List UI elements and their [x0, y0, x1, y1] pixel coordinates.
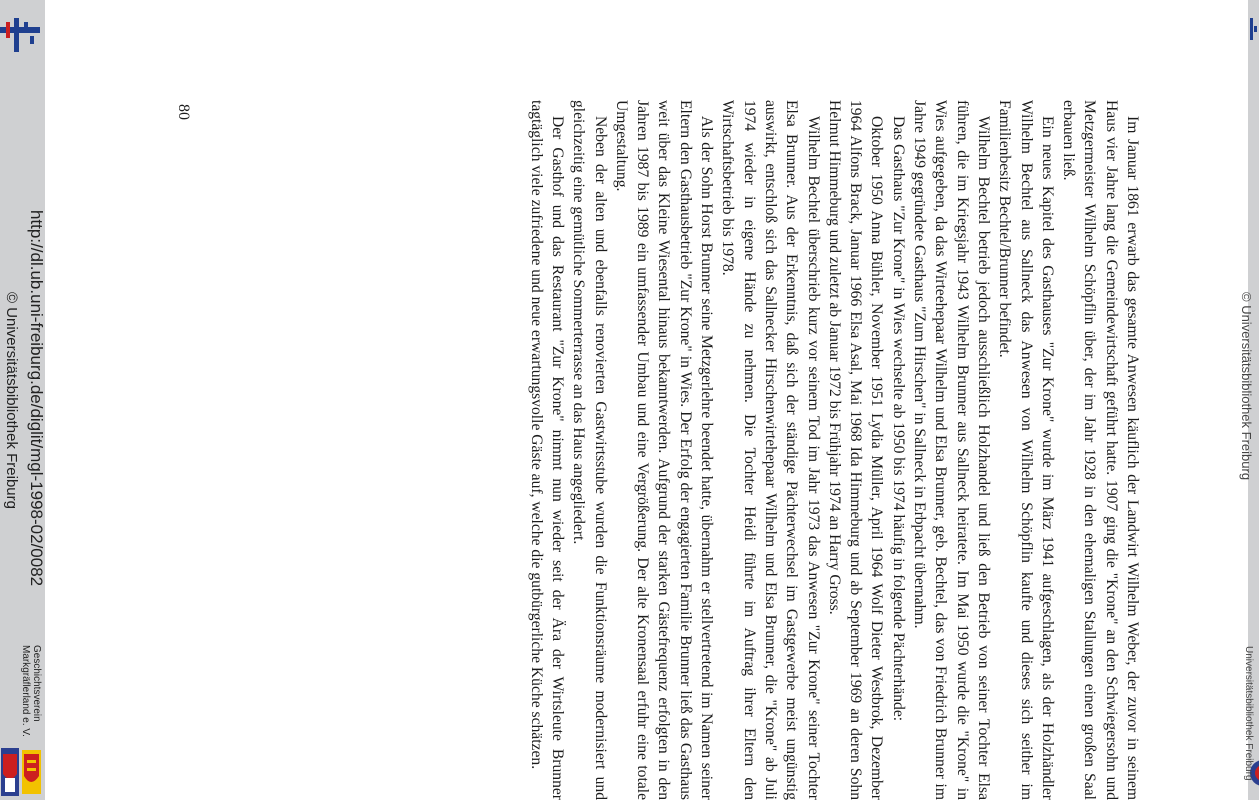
org-line-1: Geschichtsverein	[31, 645, 42, 722]
page-number: 80	[175, 104, 192, 120]
document-page	[323, 100, 1143, 800]
org-line-2: Markgräflerland e. V.	[20, 645, 31, 737]
paragraph: Neben der alten und ebenfalls renovierten Gastwirtsstube wurden die Funktionsräume modernisiert und gleichzeitig eine gemütliche Sommerterrasse an das Haus angegliedert.	[570, 100, 609, 800]
paragraph: Wilhelm Bechtel überschrieb kurz vor seinem Tod im Jahr 1973 das Anwesen "Zur Krone" seiner Tochter Elsa Brunner. Aus der Erkenntnis, daß sich der ständige Pächterwechsel im Gastgewerbe meist ungünstig auswirkt, entschloß sich das Sallnecker Hirschenwirtehepaar Wilhelm und Elsa Brunner, die "Krone" ab Juli 1974 wieder in eigene Hände zu nehmen. Die Tochter Heidi führte im Auftrag ihrer Eltern den Wirtschaftsbetrieb bis 1978.	[719, 100, 822, 800]
footer-copyright: © Universitätsbibliothek Freiburg	[3, 292, 20, 509]
paragraph: Das Gasthaus "Zur Krone" in Wies wechselte ab 1950 bis 1974 häufig in folgende Pächterhände:	[889, 116, 907, 722]
cut-off-copyright-text: © Universitätsbibliothek Freiburg	[1239, 292, 1254, 481]
paragraph: Im Januar 1861 erwarb das gesamte Anwesen käuflich der Landwirt Wilhelm Weber, der zuvor in seinem Haus vier Jahre lang die Gemeindewirtschaft geführt hatte. 1907 ging die "Krone" an den Schwiegersohn und Metzgermeister Wilhelm Schöpflin über, der im Jahr 1928 in den ehemaligen Stallungen einen großen Saal erbauen ließ.	[1060, 100, 1141, 800]
paragraph: Als der Sohn Horst Brunner seine Metzgerlehre beendet hatte, übernahm er stellvertretend im Namen seiner Eltern den Gasthausbetrieb "Zur Krone" in Wies. Der Erfolg der engagierten Familie Brunner ließ das Gasthaus weit über das Kleine Wiesental hinaus bekanntwerden. Aufgrund der starken Gästefrequenz erfolgten in den Jahren 1987 bis 1989 ein umfassender Umbau und eine Vergrößerung. Der alte Kronensaal erfuhr eine totale Umgestaltung.	[612, 100, 716, 800]
footer-url[interactable]: http://dl.ub.uni-freiburg.de/diglit/mgl-1998-02/0082	[27, 210, 46, 587]
coat-of-arms-icon	[0, 748, 42, 796]
paragraph: Wilhelm Bechtel betrieb jedoch ausschließlich Holzhandel und ließ den Betrieb von seiner Tochter Elsa führen, die im Kriegsjahr 1943 Wilhelm Brunner aus Sallneck heiratete. Im Mai 1950 wurde die "Krone" in Wies aufgegeben, da das Wirteehepaar Wilhelm und Elsa Brunner, geb. Bechtel, das von Friedrich Brunner im Jahre 1949 gegründete Gasthaus "Zum Hirschen" in Sallneck in Erbpacht übernahm.	[911, 100, 992, 800]
paragraph: Der Gasthof und das Restaurant "Zur Krone" nimmt nun wieder seit der Ära der Wirtsleute Brunner tagtäglich viele zufriedene und neue erwartungsvolle Gäste auf, welche die gutbürgerliche Küche schätzen.	[527, 100, 566, 800]
footer-organization	[20, 645, 42, 737]
edge-logo-fragment-icon	[1250, 18, 1257, 40]
ub-freiburg-logo-icon	[0, 12, 40, 52]
paragraph: Ein neues Kapitel des Gasthauses "Zur Krone" wurde im März 1941 aufgeschlagen, als der Holzhändler Wilhelm Bechtel aus Sallneck das Anwesen von Wilhelm Schöpflin kaufte und dieses sich seither im Familienbesitz Bechtel/Brunner befindet.	[996, 100, 1056, 800]
cut-off-edge-text: Universitätsbibliothek Freiburg	[1243, 646, 1254, 781]
paragraph: Oktober 1950 Anna Bühler, November 1951 Lydia Müller, April 1964 Wolf Dieter Westbrok, Dezember 1964 Alfons Brack, Januar 1966 Elsa Asal, Mai 1968 Ida Himmeburg und ab September 1969 an deren Sohn Helmut Himmeburg und zuletzt ab Januar 1972 bis Frühjahr 1974 an Harry Gross.	[825, 100, 886, 800]
